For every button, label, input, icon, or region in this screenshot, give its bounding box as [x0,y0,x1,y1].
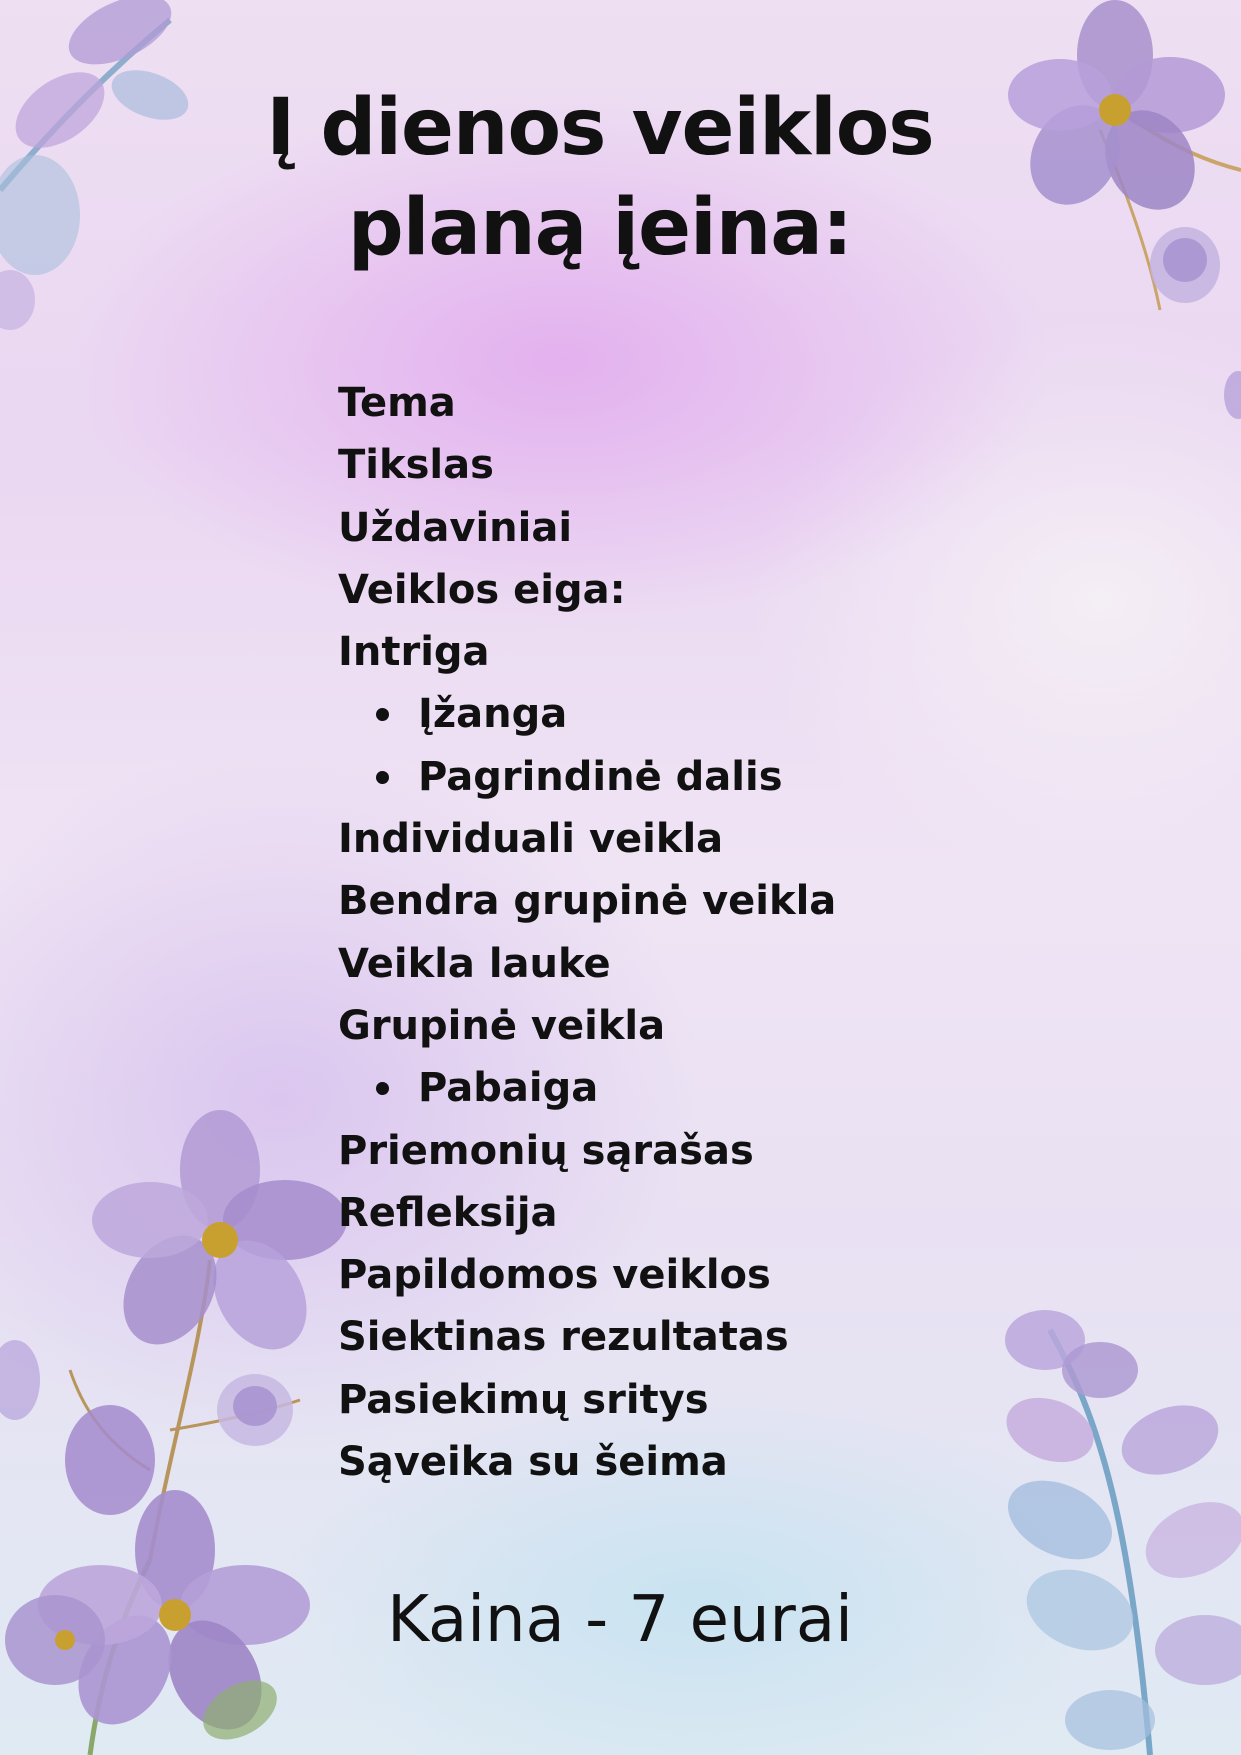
list-item [338,497,938,559]
price-label: Kaina - 7 eurai [387,1583,853,1657]
list-item-label: Tikslas [338,442,494,489]
list-item [338,1431,938,1493]
bullet-icon [376,771,389,784]
list-item-label: Uždaviniai [338,504,573,551]
bullet-icon [376,1082,389,1095]
list-item-label: Tema [338,380,456,426]
title-line-1: Į dienos veiklos [266,83,934,173]
bottom-right-sprig-icon [995,1310,1241,1755]
list-item [338,1120,938,1182]
list-item [338,372,938,434]
bullet-icon [376,708,389,721]
list-item-label: Siektinas rezultatas [338,1314,789,1361]
list-item [338,995,938,1057]
list-item-label: Veiklos eiga: [338,566,626,613]
list-item-label: Individuali veikla [338,816,724,863]
page-title [120,78,1080,278]
list-subitem [338,1057,938,1119]
list-item [338,621,938,683]
list-item [338,870,938,932]
list-item [338,933,938,995]
list-item-label: Sąveika su šeima [338,1439,728,1486]
list-item-label: Refleksija [338,1189,558,1236]
list-subitem [338,746,938,808]
list-item-label: Grupinė veikla [338,1002,666,1049]
list-item-label: Papildomos veiklos [338,1252,771,1299]
list-item-label: Įžanga [418,691,568,738]
list-item [338,434,938,496]
list-item-label: Bendra grupinė veikla [338,878,837,925]
list-item-label: Pabaiga [418,1065,599,1112]
list-item-label: Priemonių sąrašas [338,1127,754,1174]
list-item-label: Intriga [338,629,490,676]
title-line-2: planą įeina: [347,183,853,273]
plan-items-list [338,372,938,1493]
list-item-label: Pasiekimų sritys [338,1376,709,1423]
list-item [338,1306,938,1368]
list-subitem [338,683,938,745]
bottom-left-flowers-icon [0,1110,347,1755]
list-item [338,559,938,621]
list-item [338,1182,938,1244]
list-item [338,1369,938,1431]
list-item-label: Veikla lauke [338,940,611,987]
list-item-label: Pagrindinė dalis [418,753,783,800]
list-item [338,1244,938,1306]
list-item [338,808,938,870]
